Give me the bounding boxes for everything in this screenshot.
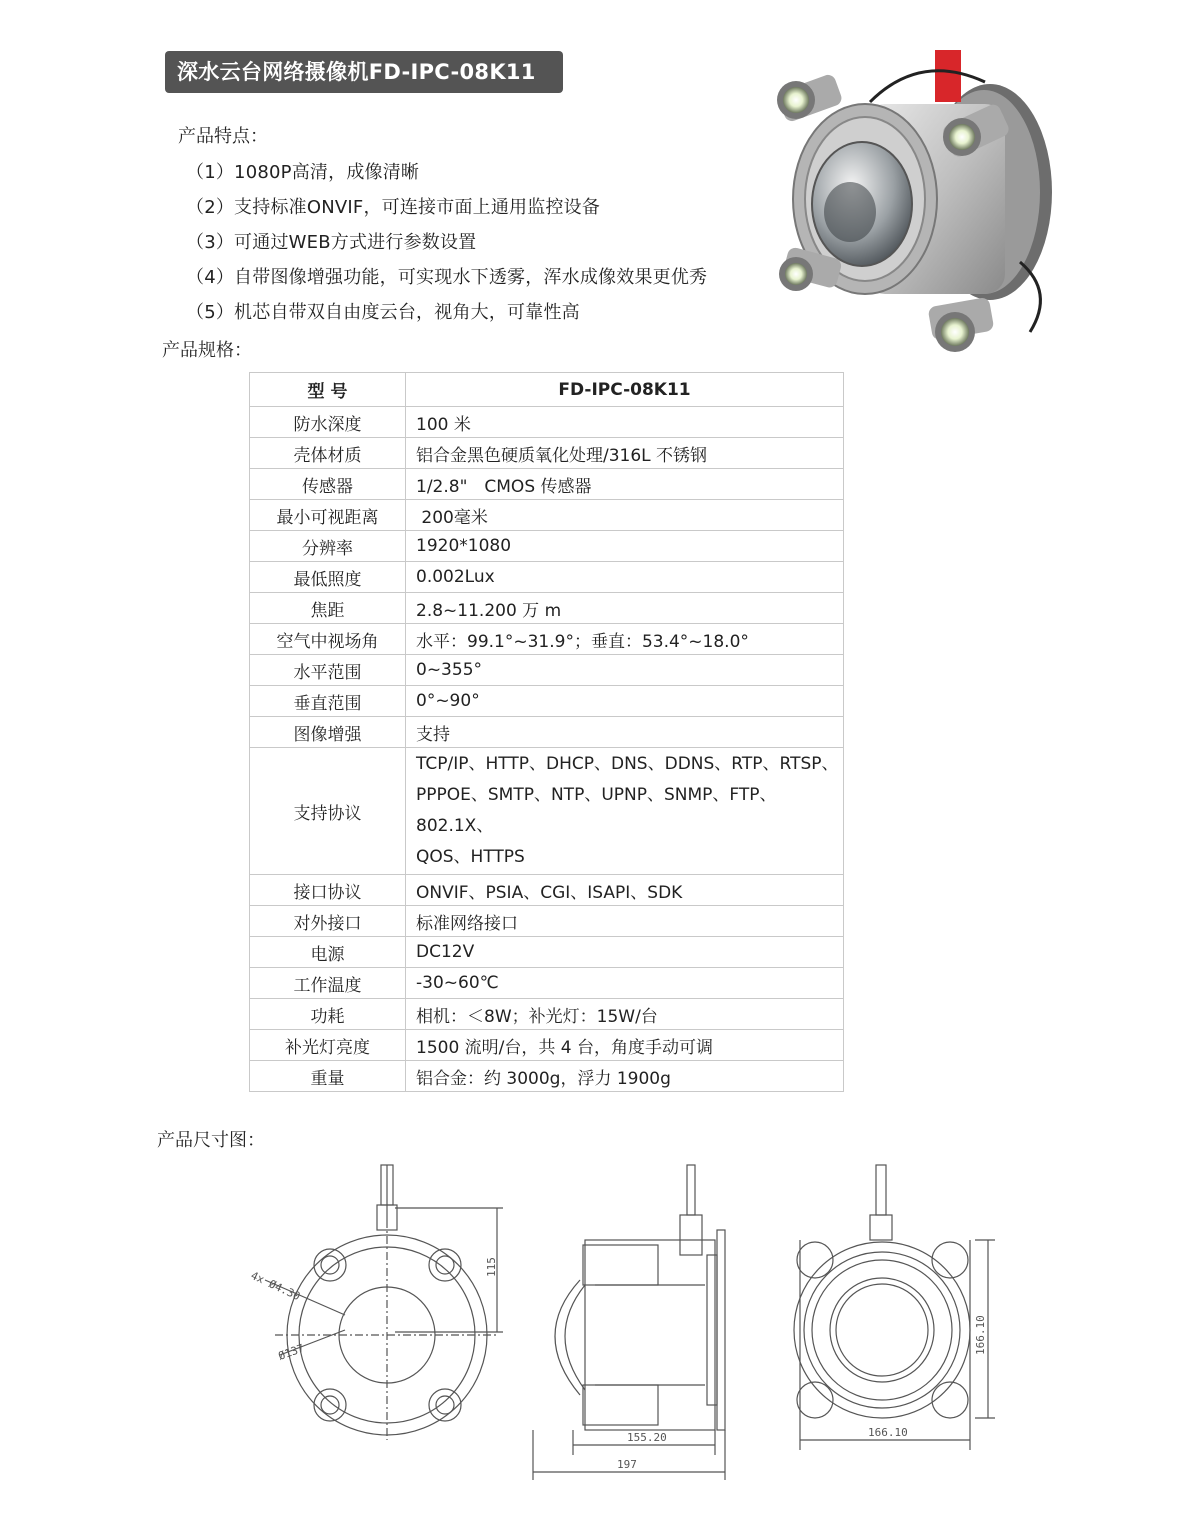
dim-front-height: 115 (485, 1257, 498, 1277)
spec-value: 相机：＜8W；补光灯：15W/台 (406, 999, 844, 1030)
table-row (250, 937, 844, 968)
spec-value: 铝合金：约 3000g，浮力 1900g (406, 1061, 844, 1092)
spec-key: 电源 (250, 937, 406, 968)
spec-key: 传感器 (250, 469, 406, 500)
spec-value: 100 米 (406, 407, 844, 438)
spec-key: 焦距 (250, 593, 406, 624)
spec-key: 壳体材质 (250, 438, 406, 469)
table-row (250, 624, 844, 655)
spec-key: 接口协议 (250, 875, 406, 906)
spec-value: 标准网络接口 (406, 906, 844, 937)
rear-view-drawing (790, 1160, 1000, 1460)
table-row (250, 875, 844, 906)
feature-item: （1）1080P高清，成像清晰 (186, 162, 420, 183)
spec-key: 水平范围 (250, 655, 406, 686)
spec-key: 防水深度 (250, 407, 406, 438)
spec-key: 工作温度 (250, 968, 406, 999)
feature-item: （2）支持标准ONVIF，可连接市面上通用监控设备 (186, 197, 601, 218)
spec-key: 分辨率 (250, 531, 406, 562)
spec-key: 空气中视场角 (250, 624, 406, 655)
spec-key: 型 号 (250, 373, 406, 407)
product-photo (770, 42, 1070, 360)
protocol-line: TCP/IP、HTTP、DHCP、DNS、DDNS、RTP、RTSP、 (416, 754, 839, 774)
spec-value: ONVIF、PSIA、CGI、ISAPI、SDK (406, 875, 844, 906)
dim-side-overall: 197 (617, 1458, 637, 1471)
spec-value: 200毫米 (406, 500, 844, 531)
table-row (250, 531, 844, 562)
dim-side-body: 155.20 (627, 1431, 667, 1444)
spec-key: 功耗 (250, 999, 406, 1030)
spec-value: 1920*1080 (406, 531, 844, 562)
table-row (250, 1061, 844, 1092)
protocol-line: QOS、HTTPS (416, 847, 525, 867)
table-row (250, 655, 844, 686)
spec-value: FD-IPC-08K11 (406, 373, 844, 407)
table-row (250, 968, 844, 999)
table-row (250, 748, 844, 875)
table-row (250, 1030, 844, 1061)
table-row (250, 562, 844, 593)
spec-key: 最低照度 (250, 562, 406, 593)
table-row (250, 593, 844, 624)
feature-item: （5）机芯自带双自由度云台，视角大，可靠性高 (186, 302, 580, 323)
table-row (250, 999, 844, 1030)
spec-key: 垂直范围 (250, 686, 406, 717)
dim-front-holes: 4x Ø4.30 (248, 1268, 303, 1304)
spec-key: 对外接口 (250, 906, 406, 937)
spec-table (249, 372, 844, 1092)
spec-header-row (250, 373, 844, 407)
page-title: 深水云台网络摄像机FD-IPC-08K11 (165, 51, 563, 93)
table-row (250, 438, 844, 469)
spec-key: 补光灯亮度 (250, 1030, 406, 1061)
front-view-drawing (245, 1160, 515, 1440)
spec-value (406, 748, 844, 875)
spec-key: 重量 (250, 1061, 406, 1092)
feature-item: （4）自带图像增强功能，可实现水下透雾，浑水成像效果更优秀 (186, 267, 708, 288)
spec-value: -30~60℃ (406, 968, 844, 999)
spec-value: 支持 (406, 717, 844, 748)
spec-value: 1/2.8" CMOS 传感器 (406, 469, 844, 500)
table-row (250, 407, 844, 438)
table-row (250, 686, 844, 717)
spec-value: 0°~90° (406, 686, 844, 717)
side-view-drawing (525, 1160, 735, 1480)
spec-value: DC12V (406, 937, 844, 968)
spec-key: 支持协议 (250, 748, 406, 875)
table-row (250, 717, 844, 748)
dim-front-diameter: Ø137 (276, 1341, 306, 1363)
spec-value: 2.8~11.200 万 m (406, 593, 844, 624)
protocol-line: PPPOE、SMTP、NTP、UPNP、SNMP、FTP、802.1X、 (416, 785, 777, 836)
specs-heading: 产品规格： (162, 340, 252, 361)
spec-value: 0~355° (406, 655, 844, 686)
dim-rear-width: 166.10 (868, 1426, 908, 1439)
spec-value: 铝合金黑色硬质氧化处理/316L 不锈钢 (406, 438, 844, 469)
spec-value: 1500 流明/台，共 4 台，角度手动可调 (406, 1030, 844, 1061)
dim-rear-height: 166.10 (974, 1315, 987, 1355)
spec-key: 图像增强 (250, 717, 406, 748)
feature-item: （3）可通过WEB方式进行参数设置 (186, 232, 477, 253)
spec-value: 水平：99.1°~31.9°；垂直：53.4°~18.0° (406, 624, 844, 655)
table-row (250, 906, 844, 937)
table-row (250, 469, 844, 500)
dimensions-heading: 产品尺寸图： (157, 1130, 265, 1151)
spec-key: 最小可视距离 (250, 500, 406, 531)
features-heading: 产品特点： (178, 126, 268, 147)
table-row (250, 500, 844, 531)
spec-value: 0.002Lux (406, 562, 844, 593)
